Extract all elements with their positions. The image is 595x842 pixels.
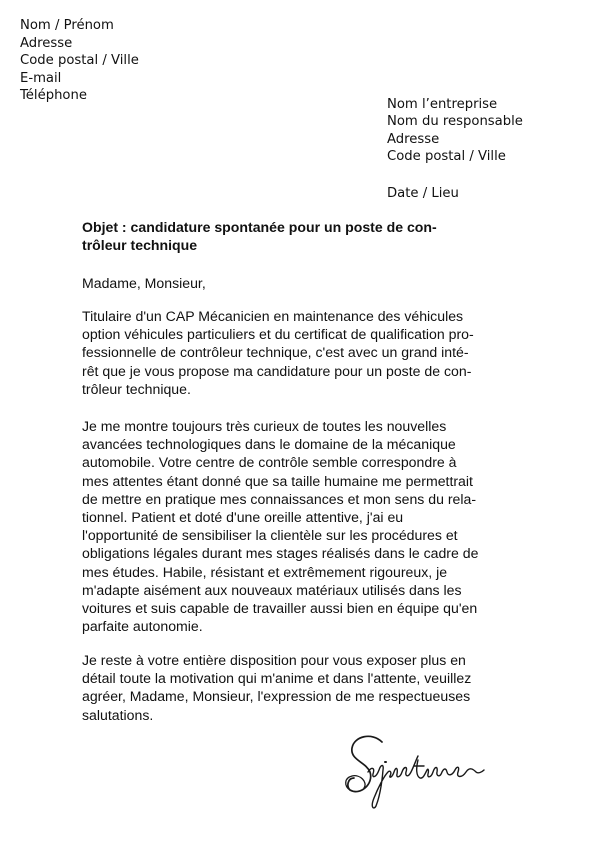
paragraph-line: avancées technologiques dans le domaine de la mécanique: [82, 436, 456, 453]
paragraph-line: Titulaire d'un CAP Mécanicien en maintenance des véhicules: [82, 308, 464, 324]
paragraph-line: rêt que je vous propose ma candidature pour un poste de con-: [82, 362, 472, 379]
paragraph-line: trôleur technique.: [82, 380, 191, 397]
sender-email: E-mail: [20, 70, 62, 86]
paragraph-line: agréer, Madame, Monsieur, l'expression de me respectueuses: [82, 688, 471, 705]
recipient-city: Code postal / Ville: [387, 149, 506, 165]
paragraph-line: parfaite autonomie.: [82, 618, 203, 635]
letter-body: [82, 218, 512, 723]
paragraph-line: l'opportunité de sensibiliser la clientèle sur les procédures et: [82, 527, 458, 544]
paragraph-line: automobile. Votre centre de contrôle semble correspondre à: [82, 454, 457, 471]
paragraph-line: fessionnelle de contrôleur technique, c'est avec un grand inté-: [82, 344, 469, 361]
paragraph-qualifications: [82, 307, 474, 398]
paragraph-line: détail toute la motivation qui m'anime et dans l'attente, veuillez: [82, 670, 472, 687]
paragraph-line: voitures et suis capable de travailler aussi bien en équipe qu'en: [82, 600, 478, 617]
paragraph-line: salutations.: [82, 706, 154, 723]
handwritten-signature: [342, 726, 502, 812]
letter-subject: [82, 218, 512, 254]
paragraph-line: tionnel. Patient et doté d'une oreille attentive, j'ai eu: [82, 509, 404, 526]
sender-name: Nom / Prénom: [20, 18, 114, 33]
recipient-manager: Nom du responsable: [387, 114, 523, 130]
subject-line: trôleur technique: [82, 237, 198, 254]
paragraph-closing: [82, 651, 471, 724]
paragraph-line: obligations légales durant mes stages réalisés dans le cadre de: [82, 545, 479, 562]
paragraph-line: mes attentes étant donné que sa taille humaine me permettrait: [82, 472, 473, 489]
sender-address: Adresse: [20, 35, 73, 51]
paragraph-line: Je reste à votre entière disposition pour vous exposer plus en: [82, 652, 466, 668]
recipient-address: Adresse: [387, 131, 440, 147]
subject-line: Objet : candidature spontanée pour un poste de con-: [82, 219, 437, 235]
sender-city: Code postal / Ville: [20, 53, 139, 69]
recipient-company: Nom l’entreprise: [387, 97, 498, 112]
paragraph-motivation: [82, 417, 478, 635]
paragraph-line: mes études. Habile, résistant et extrêmement rigoureux, je: [82, 563, 448, 580]
sender-phone: Téléphone: [20, 88, 87, 104]
paragraph-line: Je me montre toujours très curieux de toutes les nouvelles: [82, 418, 447, 434]
signature-stroke-word: [368, 756, 484, 808]
recipient-address-block: [387, 96, 523, 166]
paragraph-line: de mettre en pratique mes connaissances et mon sens du rela-: [82, 490, 477, 507]
paragraph-line: m'adapte aisément aux nouveaux matériaux utilisés dans les: [82, 581, 462, 598]
sender-address-block: [20, 17, 139, 105]
letter-salutation: Madame, Monsieur,: [82, 275, 206, 291]
paragraph-line: option véhicules particuliers et du certificat de qualification pro-: [82, 326, 474, 343]
date-place: Date / Lieu: [387, 186, 459, 201]
